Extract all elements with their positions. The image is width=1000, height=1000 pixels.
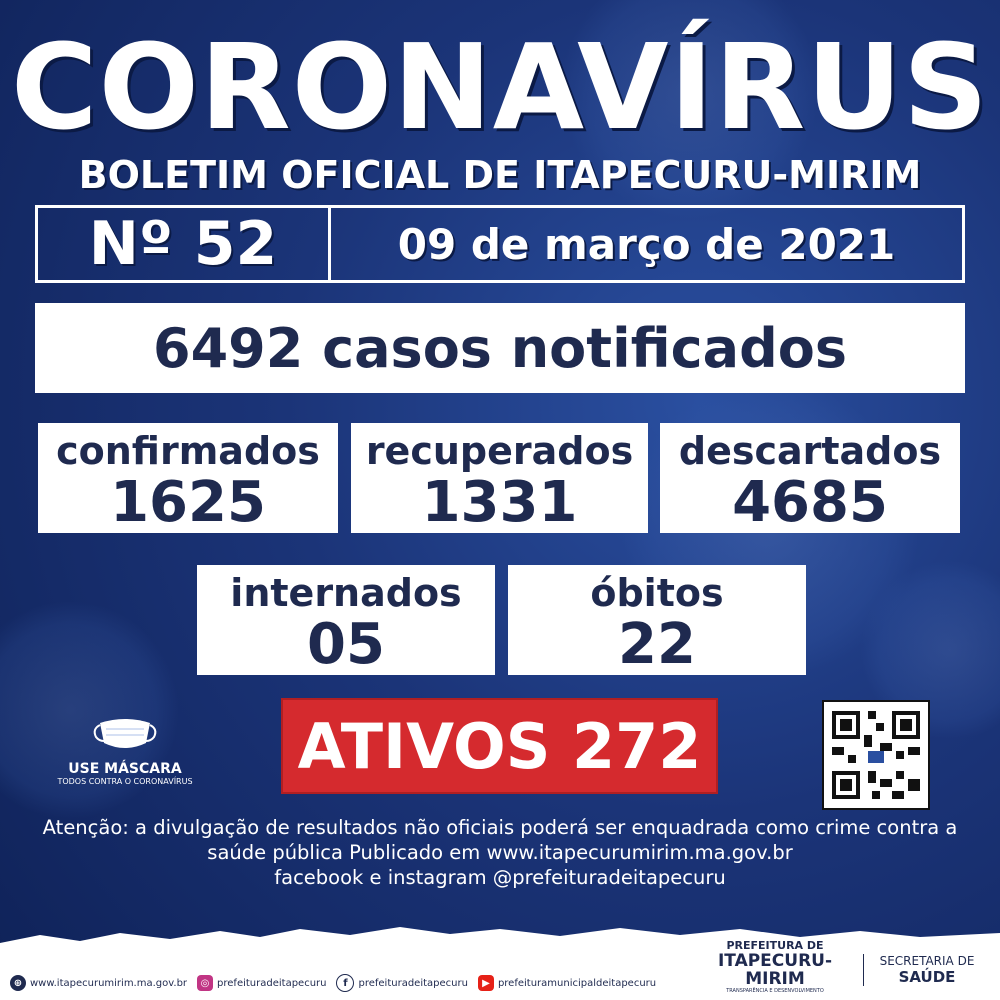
face-mask-icon [90, 715, 160, 753]
facebook-icon: f [336, 974, 354, 992]
website-text: www.itapecurumirim.ma.gov.br [30, 977, 188, 989]
bulletin-info-row [35, 205, 965, 283]
stat-label: descartados [678, 429, 942, 473]
qr-code[interactable] [822, 700, 930, 810]
footer-instagram-link[interactable] [197, 975, 326, 991]
stat-value: 1625 [110, 470, 266, 535]
footer-website-link[interactable] [10, 975, 187, 991]
secretaria-logo [863, 954, 982, 986]
secretaria-line2: SAÚDE [898, 968, 956, 986]
notice-line: saúde pública Publicado em www.itapecurumirim.ma.gov.br [207, 841, 793, 864]
prefeitura-line2: ITAPECURU-MIRIM [717, 951, 833, 989]
page-title: CORONAVÍRUS [10, 18, 990, 156]
stat-value: 22 [618, 612, 696, 677]
mask-title: USE MÁSCARA [68, 761, 182, 777]
youtube-text: prefeituramunicipaldeitapecuru [497, 977, 657, 989]
prefeitura-logo [690, 939, 860, 994]
stat-confirmados [38, 423, 338, 533]
stat-label: internados [230, 571, 462, 615]
notified-cases-value: 6492 [153, 316, 304, 380]
footer-youtube-link[interactable] [478, 975, 656, 991]
stat-label: confirmados [56, 429, 320, 473]
notice-line: Atenção: a divulgação de resultados não oficiais poderá ser enquadrada como crime contra a [42, 816, 958, 839]
stat-label: óbitos [590, 571, 724, 615]
prefeitura-line1: PREFEITURA DE [726, 939, 824, 952]
page-subtitle: BOLETIM OFICIAL DE ITAPECURU-MIRIM [78, 153, 922, 197]
instagram-text: prefeituradeitapecuru [217, 977, 327, 989]
mask-badge [30, 715, 220, 786]
instagram-icon: ◎ [197, 975, 213, 991]
prefeitura-line3: TRANSPARÊNCIA E DESENVOLVIMENTO [726, 988, 824, 994]
active-cases-banner: ATIVOS 272 [283, 700, 716, 792]
stat-value: 4685 [732, 470, 888, 535]
footer [0, 925, 1000, 1000]
virus-decoration [0, 600, 180, 820]
stat-value: 05 [307, 612, 385, 677]
footer-links [10, 974, 656, 992]
bulletin-date: 09 de março de 2021 [397, 219, 896, 269]
stat-internados [197, 565, 495, 675]
stat-descartados [660, 423, 960, 533]
mask-subtitle: TODOS CONTRA O CORONAVÍRUS [57, 777, 193, 786]
bulletin-number: Nº 52 [38, 208, 331, 280]
notice-line: facebook e instagram @prefeituradeitapecuru [274, 866, 726, 889]
stat-label: recuperados [365, 429, 634, 473]
globe-icon: ⊕ [10, 975, 26, 991]
notified-cases-label: casos notificados [322, 316, 847, 380]
facebook-text: prefeituradeitapecuru [358, 977, 468, 989]
stat-value: 1331 [421, 470, 578, 535]
stat-recuperados [351, 423, 648, 533]
legal-notice [20, 815, 980, 890]
notified-cases-box [35, 303, 965, 393]
qr-code-icon [824, 702, 928, 808]
secretaria-line1: SECRETARIA DE [879, 954, 975, 968]
youtube-icon: ▶ [478, 975, 494, 991]
footer-facebook-link[interactable] [336, 974, 467, 992]
stat-obitos [508, 565, 806, 675]
